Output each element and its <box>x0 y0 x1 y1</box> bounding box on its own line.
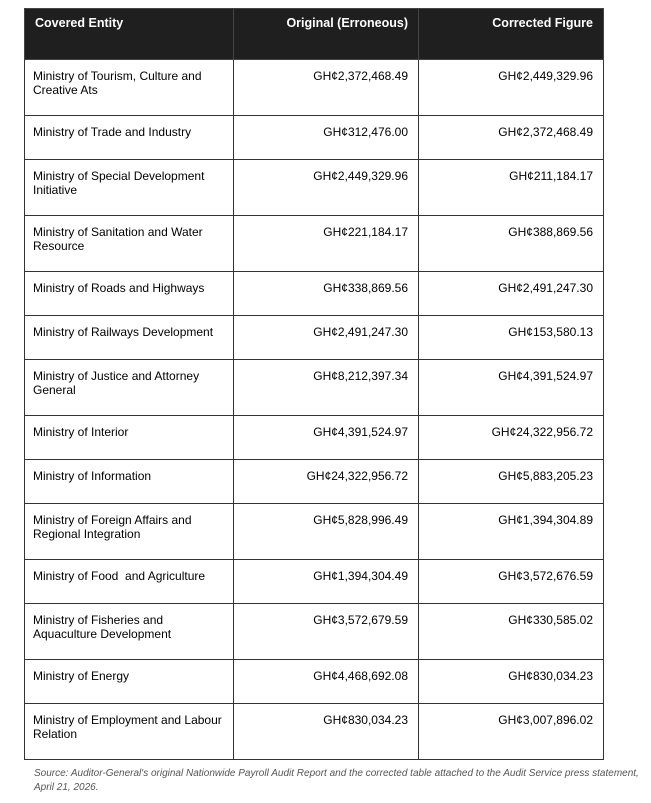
original-amount-cell: GH¢24,322,956.72 <box>234 460 419 504</box>
table-row <box>25 116 604 160</box>
header-corrected-figure: Corrected Figure <box>419 9 604 60</box>
table-row <box>25 704 604 760</box>
corrected-amount-cell: GH¢3,572,676.59 <box>419 560 604 604</box>
source-note: Source: Auditor-General's original Nationwide Payroll Audit Report and the corrected table attached to the Audit Service press statement, April 21, 2026. <box>34 768 639 793</box>
header-covered-entity: Covered Entity <box>25 9 234 60</box>
original-amount-cell: GH¢1,394,304.49 <box>234 560 419 604</box>
table-row <box>25 460 604 504</box>
table-row <box>25 272 604 316</box>
entity-cell: Ministry of Interior <box>25 416 234 460</box>
table-row <box>25 60 604 116</box>
corrected-amount-cell: GH¢211,184.17 <box>419 160 604 216</box>
table-row <box>25 660 604 704</box>
corrected-amount-cell: GH¢4,391,524.97 <box>419 360 604 416</box>
corrected-amount-cell: GH¢330,585.02 <box>419 604 604 660</box>
original-amount-cell: GH¢2,491,247.30 <box>234 316 419 360</box>
original-amount-cell: GH¢3,572,679.59 <box>234 604 419 660</box>
entity-cell: Ministry of Food and Agriculture <box>25 560 234 604</box>
original-amount-cell: GH¢830,034.23 <box>234 704 419 760</box>
entity-cell: Ministry of Special Development Initiative <box>25 160 234 216</box>
corrected-amount-cell: GH¢2,372,468.49 <box>419 116 604 160</box>
table-row <box>25 504 604 560</box>
corrected-amount-cell: GH¢830,034.23 <box>419 660 604 704</box>
entity-cell: Ministry of Tourism, Culture and Creative Ats <box>25 60 234 116</box>
entity-cell: Ministry of Information <box>25 460 234 504</box>
table-row <box>25 160 604 216</box>
table-row <box>25 560 604 604</box>
original-amount-cell: GH¢312,476.00 <box>234 116 419 160</box>
original-amount-cell: GH¢4,468,692.08 <box>234 660 419 704</box>
original-amount-cell: GH¢2,372,468.49 <box>234 60 419 116</box>
entity-cell: Ministry of Foreign Affairs and Regional Integration <box>25 504 234 560</box>
entity-cell: Ministry of Employment and Labour Relation <box>25 704 234 760</box>
entity-cell: Ministry of Energy <box>25 660 234 704</box>
table-header-row <box>25 9 604 60</box>
corrected-amount-cell: GH¢1,394,304.89 <box>419 504 604 560</box>
header-original-erroneous: Original (Erroneous) <box>234 9 419 60</box>
corrected-amount-cell: GH¢3,007,896.02 <box>419 704 604 760</box>
corrected-amount-cell: GH¢24,322,956.72 <box>419 416 604 460</box>
entity-cell: Ministry of Justice and Attorney General <box>25 360 234 416</box>
table-row <box>25 316 604 360</box>
corrected-amount-cell: GH¢2,449,329.96 <box>419 60 604 116</box>
corrected-amount-cell: GH¢2,491,247.30 <box>419 272 604 316</box>
corrected-amount-cell: GH¢388,869.56 <box>419 216 604 272</box>
table-row <box>25 216 604 272</box>
entity-cell: Ministry of Railways Development <box>25 316 234 360</box>
table-row <box>25 604 604 660</box>
original-amount-cell: GH¢4,391,524.97 <box>234 416 419 460</box>
original-amount-cell: GH¢338,869.56 <box>234 272 419 316</box>
entity-cell: Ministry of Trade and Industry <box>25 116 234 160</box>
table-row <box>25 416 604 460</box>
original-amount-cell: GH¢221,184.17 <box>234 216 419 272</box>
corrected-amount-cell: GH¢153,580.13 <box>419 316 604 360</box>
original-amount-cell: GH¢8,212,397.34 <box>234 360 419 416</box>
entity-cell: Ministry of Fisheries and Aquaculture Development <box>25 604 234 660</box>
original-amount-cell: GH¢5,828,996.49 <box>234 504 419 560</box>
original-amount-cell: GH¢2,449,329.96 <box>234 160 419 216</box>
entity-cell: Ministry of Sanitation and Water Resource <box>25 216 234 272</box>
audit-correction-table <box>24 8 604 760</box>
table-row <box>25 360 604 416</box>
entity-cell: Ministry of Roads and Highways <box>25 272 234 316</box>
corrected-amount-cell: GH¢5,883,205.23 <box>419 460 604 504</box>
